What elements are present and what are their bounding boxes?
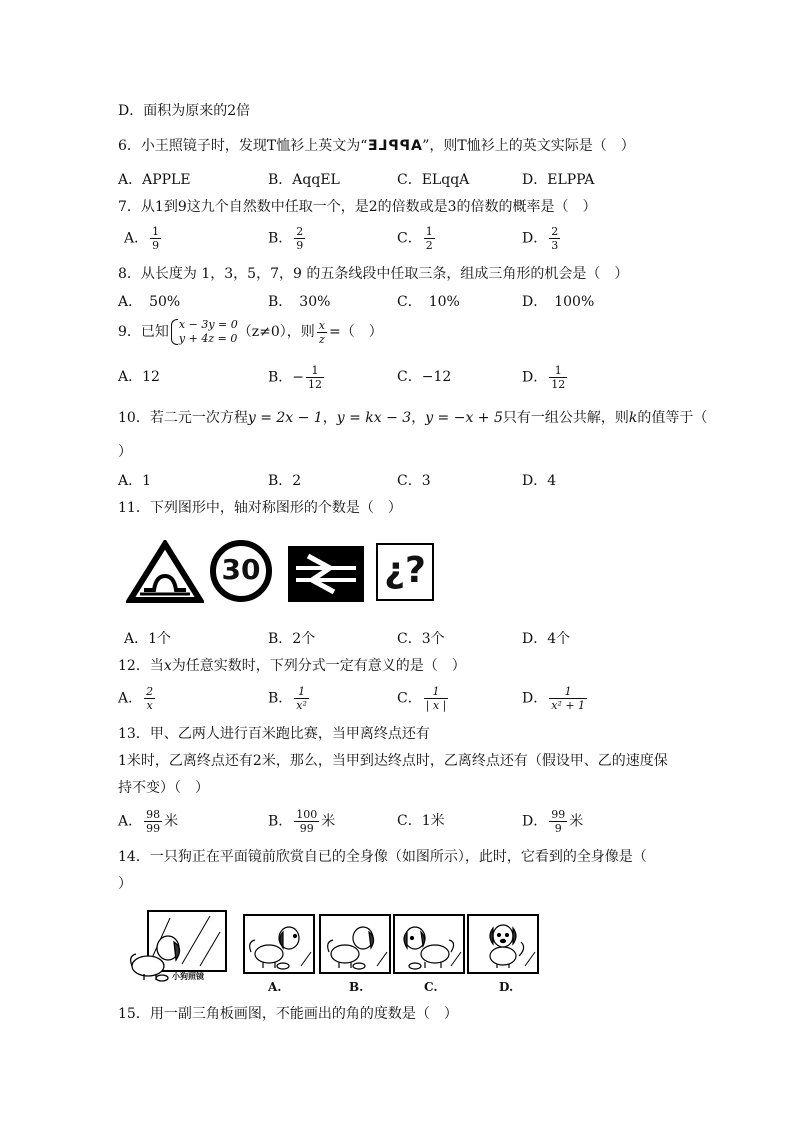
q13-option-c bbox=[397, 812, 445, 830]
q13-option-b bbox=[268, 808, 335, 835]
q12-option-a bbox=[118, 685, 157, 712]
dog-side-left-icon bbox=[245, 916, 313, 972]
q10-sep2: ， bbox=[411, 410, 426, 426]
q10-k: k bbox=[628, 410, 638, 426]
q6-option-c: C．ELqqA bbox=[397, 172, 470, 188]
q12-label-d: D． bbox=[522, 690, 548, 707]
q9-frac-den: z bbox=[318, 332, 325, 346]
q7-den-d: 3 bbox=[551, 239, 559, 252]
q9-frac-num: x bbox=[318, 318, 325, 332]
speed-limit-sign bbox=[209, 539, 273, 603]
q13-num-a: 98 bbox=[146, 808, 161, 821]
q14-label-b: B. bbox=[349, 980, 364, 994]
q9-label-d: D． bbox=[522, 369, 548, 386]
q13-label-c: C． bbox=[397, 813, 422, 829]
q9-den-b: 12 bbox=[308, 378, 323, 391]
q12-fraction-d bbox=[549, 685, 587, 712]
q7-num-b: 2 bbox=[296, 225, 304, 238]
q12-option-d bbox=[522, 685, 589, 712]
q13-num-d: 99 bbox=[551, 808, 566, 821]
q12-den-d: x² + 1 bbox=[551, 699, 586, 712]
q8-stem: 8．从长度为 1，3，5，7，9 的五条线段中任取三条，组成三角形的机会是（ ） bbox=[118, 266, 629, 282]
q7-option-a bbox=[124, 225, 163, 252]
q7-fraction-c bbox=[424, 225, 435, 252]
q12-den-c: | x | bbox=[425, 699, 447, 712]
q12-den-a: x bbox=[146, 699, 153, 712]
q14-label-a: A. bbox=[268, 980, 282, 994]
q9-eq2: y + 4z = 0 bbox=[178, 332, 238, 345]
q7-fraction-b bbox=[294, 225, 305, 252]
q9-option-b bbox=[268, 364, 326, 391]
q9-num-b: 1 bbox=[306, 364, 324, 378]
q7-den-b: 9 bbox=[296, 239, 304, 252]
q9-num-d: 1 bbox=[549, 364, 567, 378]
q9-option-a bbox=[118, 368, 160, 386]
q13-den-d: 9 bbox=[554, 822, 562, 835]
q10-eq2: y = kx − 3 bbox=[336, 410, 412, 426]
q9-prefix: 9．已知 bbox=[118, 324, 169, 340]
q7-den-a: 9 bbox=[152, 239, 160, 252]
q13-line1: 13．甲、乙两人进行百米跑比赛，当甲离终点还有 bbox=[118, 726, 430, 742]
q13-num-b: 100 bbox=[296, 808, 318, 821]
q12-label-c: C． bbox=[397, 690, 422, 707]
q13-option-d bbox=[522, 808, 583, 835]
q13-fraction-d bbox=[549, 808, 567, 835]
q9-option-c bbox=[397, 368, 451, 386]
q7-den-c: 2 bbox=[425, 239, 433, 252]
q12-stem-b: 为任意实数时，下列分式一定有意义的是（ ） bbox=[171, 658, 466, 674]
q12-fraction-c bbox=[424, 685, 449, 712]
q10-stem-b: 只有一组公共解，则 bbox=[502, 410, 629, 426]
q12-label-b: B． bbox=[268, 690, 293, 707]
q13-line2: 1米时，乙离终点还有2米，那么，当甲到达终点时，乙离终点还有（假设甲、乙的速度保 bbox=[118, 753, 668, 769]
q13-fraction-a bbox=[144, 808, 162, 835]
q14-figure-d bbox=[467, 914, 539, 974]
q10-option-d: D．4 bbox=[522, 473, 557, 489]
q12-option-b bbox=[268, 685, 311, 712]
q9-fraction bbox=[317, 319, 327, 346]
q10-eq3: y = −x + 5 bbox=[425, 410, 503, 426]
q14-label-d: D. bbox=[499, 980, 514, 994]
q8-option-d: D． 100% bbox=[522, 294, 595, 310]
q7-label-b: B． bbox=[268, 230, 293, 247]
q6-option-a: A．APPLE bbox=[118, 172, 191, 188]
q6-stem-a: 6．小王照镜子时，发现T恤衫上英文为“ bbox=[118, 138, 368, 154]
q7-label-c: C． bbox=[397, 230, 422, 247]
q7-num-a: 1 bbox=[152, 225, 160, 238]
q11-option-d: D．4个 bbox=[522, 631, 571, 647]
q7-stem: 7．从1到9这九个自然数中任取一个，是2的倍数或是3的倍数的概率是（ ） bbox=[118, 199, 597, 215]
q9-equation-system bbox=[169, 318, 238, 346]
q13-label-a: A． bbox=[118, 813, 143, 830]
q13-den-a: 99 bbox=[146, 822, 161, 835]
q12-num-c: 1 bbox=[424, 685, 449, 699]
question-mark-text: ¿? bbox=[384, 550, 426, 591]
q13-unit-b: 米 bbox=[321, 813, 336, 830]
q7-fraction-d bbox=[549, 225, 560, 252]
q6-option-b: B．AqqEL bbox=[268, 172, 340, 188]
q7-option-b bbox=[268, 225, 307, 252]
q9-label-b: B． bbox=[268, 369, 293, 386]
q13-label-b: B． bbox=[268, 813, 293, 830]
q14-figure-a bbox=[243, 914, 315, 974]
q12-fraction-b bbox=[294, 685, 309, 712]
q9-fraction-d bbox=[549, 364, 567, 391]
q9-den-d: 12 bbox=[551, 378, 566, 391]
dog-three-quarter-icon bbox=[395, 916, 463, 972]
q10-stem bbox=[118, 409, 707, 427]
q12-stem bbox=[118, 657, 466, 675]
q12-option-c bbox=[397, 685, 450, 712]
q10-eq1: y = 2x − 1 bbox=[247, 410, 323, 426]
q13-fraction-b bbox=[294, 808, 319, 835]
q10-stem-close: ） bbox=[118, 444, 132, 460]
q10-sep1: ， bbox=[322, 410, 337, 426]
railway-sign bbox=[288, 546, 364, 602]
q7-fraction-a bbox=[150, 225, 161, 252]
q6-mirrored-text: APPLE bbox=[367, 138, 423, 154]
q13-unit-a: 米 bbox=[164, 813, 179, 830]
q9-value-a: 12 bbox=[142, 369, 160, 385]
q10-option-c: C．3 bbox=[397, 473, 431, 489]
q10-option-b: B．2 bbox=[268, 473, 302, 489]
q12-den-b: x² bbox=[296, 699, 307, 712]
q7-num-c: 1 bbox=[425, 225, 433, 238]
q14-label-c: C. bbox=[424, 980, 438, 994]
q6-stem bbox=[118, 137, 635, 155]
q6-option-d: D．ELPPA bbox=[522, 172, 595, 188]
dog-side-right-icon bbox=[321, 916, 389, 972]
q14-figure-b bbox=[319, 914, 391, 974]
q9-cond: （z≠0），则 bbox=[237, 324, 315, 340]
warning-triangle-sign bbox=[126, 540, 204, 604]
q12-num-d: 1 bbox=[549, 685, 587, 699]
q7-label-a: A． bbox=[124, 230, 149, 247]
q12-fraction-a bbox=[144, 685, 155, 712]
q11-option-a: A．1个 bbox=[124, 631, 172, 647]
q7-label-d: D． bbox=[522, 230, 548, 247]
q13-unit-d: 米 bbox=[569, 813, 584, 830]
q12-num-a: 2 bbox=[146, 685, 154, 698]
q9-stem bbox=[118, 318, 383, 346]
q8-option-b: B． 30% bbox=[268, 294, 331, 310]
q13-value-c: 1米 bbox=[421, 813, 445, 829]
question-mark-sign bbox=[376, 543, 434, 601]
q14-line2: ） bbox=[118, 876, 132, 892]
q9-fraction-b bbox=[306, 364, 324, 391]
q12-x: x bbox=[163, 658, 172, 674]
q14-line1: 14．一只狗正在平面镜前欣赏自已的全身像（如图所示），此时，它看到的全身像是（ bbox=[118, 849, 647, 865]
q7-option-d bbox=[522, 225, 562, 252]
q11-stem: 11．下列图形中，轴对称图形的个数是（ ） bbox=[118, 500, 402, 516]
q13-label-d: D． bbox=[522, 813, 548, 830]
dog-front-icon bbox=[469, 916, 537, 972]
q13-den-b: 99 bbox=[299, 822, 314, 835]
q12-stem-a: 12．当 bbox=[118, 658, 164, 674]
q9-value-c: −12 bbox=[421, 369, 452, 385]
q10-stem-c: 的值等于（ bbox=[637, 410, 708, 426]
q7-option-c bbox=[397, 225, 437, 252]
q12-num-b: 1 bbox=[294, 685, 309, 699]
q8-option-c: C． 10% bbox=[397, 294, 460, 310]
q11-option-c: C．3个 bbox=[397, 631, 445, 647]
q9-option-d bbox=[522, 364, 569, 391]
speed-limit-number: 30 bbox=[221, 553, 261, 586]
q9-eq1: x − 3y = 0 bbox=[178, 318, 238, 331]
q10-option-a: A．1 bbox=[118, 473, 152, 489]
q9-label-a: A． bbox=[118, 369, 143, 385]
q15-stem: 15．用一副三角板画图，不能画出的角的度数是（ ） bbox=[118, 1006, 458, 1022]
q9-tail: =（ ） bbox=[329, 324, 383, 340]
q13-option-a bbox=[118, 808, 178, 835]
q13-line3: 持不变）（ ） bbox=[118, 780, 209, 796]
q7-num-d: 2 bbox=[551, 225, 559, 238]
q11-option-b: B．2个 bbox=[268, 631, 316, 647]
q10-stem-a: 10．若二元一次方程 bbox=[118, 410, 248, 426]
q14-figure-c bbox=[393, 914, 465, 974]
q9-label-c: C． bbox=[397, 369, 422, 385]
q5-option-d: D．面积为原来的2倍 bbox=[118, 103, 251, 119]
mirror-caption: 小狗照镜 bbox=[172, 972, 204, 981]
q12-label-a: A． bbox=[118, 690, 143, 707]
dog-mirror-figure bbox=[120, 908, 230, 984]
q8-option-a: A． 50% bbox=[118, 294, 181, 310]
q6-stem-b: ”，则T恤衫上的英文实际是（ ） bbox=[422, 138, 635, 154]
q9-sign-b: − bbox=[292, 369, 305, 386]
